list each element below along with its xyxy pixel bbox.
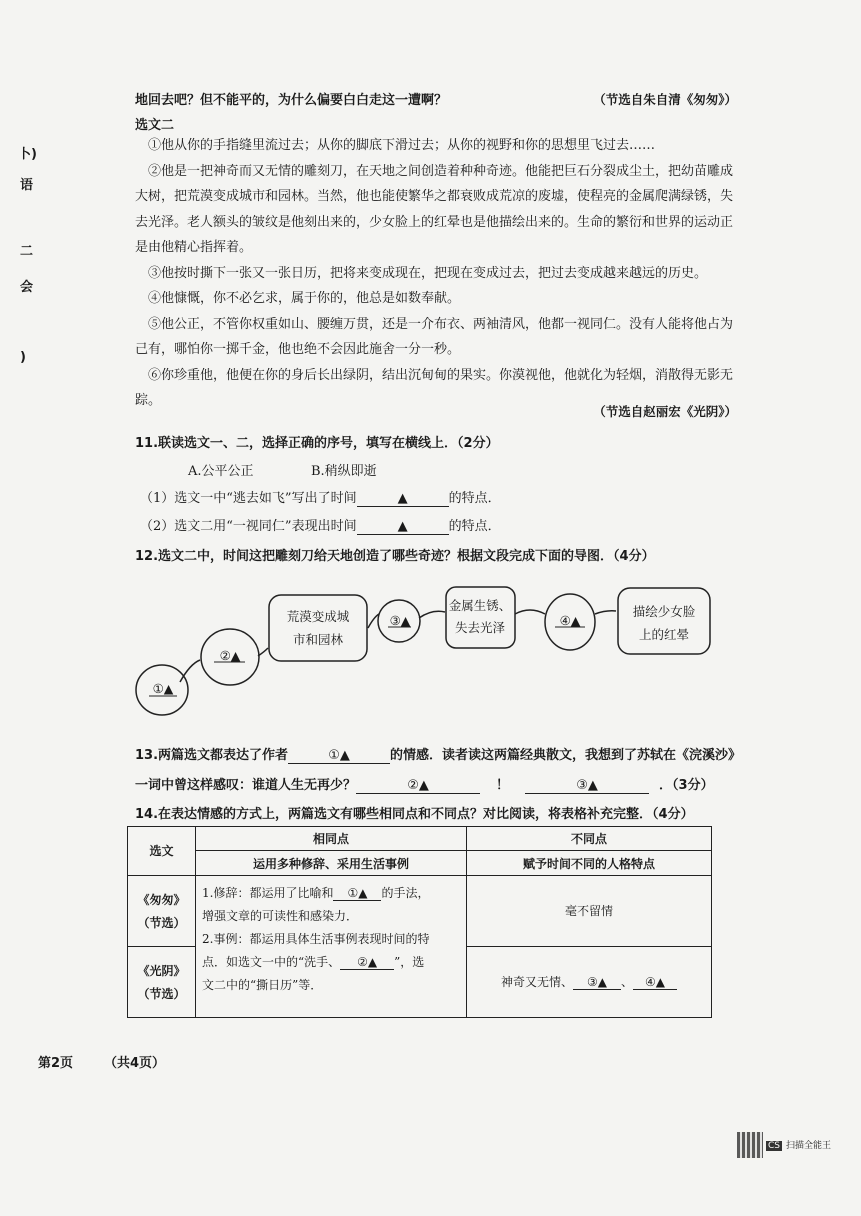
paragraph-6: ⑥你珍重他，他便在你的身后长出绿阴，结出沉甸甸的果实。你漠视他，他就化为轻烟，消散得无影无踪。 (135, 367, 734, 408)
q12-stem: 12.选文二中，时间这把雕刻刀给天地创造了哪些奇迹？根据文段完成下面的导图．（4分） (135, 549, 655, 564)
q14-blank-4[interactable]: ④▲ (633, 975, 677, 990)
q14-diff-text: 神奇又无情、 (500, 975, 573, 990)
q14-row-1-name (128, 875, 196, 946)
q14-same-line-4 (202, 951, 460, 974)
q14-subheader-diff: 赋予时间不同的人格特点 (467, 851, 712, 875)
q13-text-2: 的情感．读者读这两篇经典散文，我想到了苏轼在《浣溪沙》 (390, 748, 742, 763)
paragraph-2: ②他是一把神奇而又无情的雕刻刀，在天地之间创造着种种奇迹。他能把巨石分裂成尘土，把幼苗雕成大树，把荒漠变成城市和园林。当然，他也能使繁华之都衰败成荒凉的废墟，使程亮的金属爬满绿锈，失去光泽。老人额头的皱纹是他刻出来的，少女脸上的红晕也是他描绘出来的。生命的繁衍和世界的运动正是由他精心指挥着。 (135, 163, 734, 255)
q13-line-2 (135, 774, 714, 794)
passage1-last-line: 地回去吧？但不能平的，为什么偏要白白走这一遭啊？ (135, 93, 448, 108)
map-node-2-label: ②▲ (219, 648, 241, 663)
q11-option-b: B.稍纵即逝 (311, 464, 377, 479)
q13-score: ．（3分） (659, 778, 714, 793)
map-node-6-label: ④▲ (559, 613, 581, 628)
q14-same-text-4: ”，选 (394, 954, 425, 969)
q14-same-line-5: 文二中的“撕日历”等． (202, 977, 323, 992)
q14-row-1-note: （节选） (137, 915, 186, 930)
q11-item-1-text: （1）选文一中“逃去如飞”写出了时间 (140, 491, 357, 506)
q14-same-text-2: 的手法， (381, 885, 430, 900)
q14-blank-2[interactable]: ②▲ (340, 955, 394, 970)
footer-page-total: （共4页） (104, 1056, 166, 1071)
q14-same-cell (196, 875, 467, 1017)
q14-diff-cell-2 (467, 946, 712, 1017)
q13-line-1 (135, 744, 741, 764)
q13-separator: ！ (496, 778, 510, 793)
section-title: 选文二 (135, 118, 175, 133)
margin-fragment: 卜) (18, 147, 37, 162)
q14-row-2-title: 《光阴》 (137, 963, 186, 978)
q13-text-3: 一词中曾这样感叹：谁道人生无再少？ (135, 778, 357, 793)
paragraph-1: ①他从你的手指缝里流过去；从你的脚底下滑过去；从你的视野和你的思想里飞过去…… (148, 138, 656, 153)
q14-stem: 14.在表达情感的方式上，两篇选文有哪些相同点和不同点？对比阅读，将表格补充完整．（4分） (135, 807, 694, 822)
q14-same-text-3: 点．如选文一中的“洗手、 (202, 954, 341, 969)
map-node-7 (618, 588, 710, 654)
map-node-3-label-1: 荒漠变成城 (286, 609, 350, 624)
q14-row-2-name (128, 946, 196, 1017)
q11-blank-2[interactable]: ▲ (357, 520, 449, 535)
map-node-1-label: ①▲ (152, 681, 174, 696)
q14-same-line-1 (202, 882, 460, 905)
q11-item-2-text: （2）选文二用“一视同仁”表现出时间 (140, 519, 357, 534)
map-node-5-label-2: 失去光泽 (454, 620, 506, 635)
q14-row-2-note: （节选） (137, 986, 186, 1001)
q14-diff-separator: 、 (621, 975, 634, 990)
q14-subheader-same: 运用多种修辞、采用生活事例 (196, 851, 467, 875)
margin-fragment: 语 (20, 178, 34, 193)
q13-text-1: 13.两篇选文都表达了作者 (135, 748, 289, 763)
map-node-7-label-2: 上的红晕 (638, 627, 690, 642)
margin-fragment: 二 (20, 244, 34, 259)
source-note-1: （节选自朱自清《匆匆》） (593, 92, 737, 107)
q13-blank-2[interactable]: ②▲ (356, 779, 480, 794)
source-note-2: （节选自赵丽宏《光阴》） (593, 404, 737, 419)
paragraph-3: ③他按时撕下一张又一张日历，把将来变成现在，把现在变成过去，把过去变成越来越远的历史。 (148, 265, 708, 281)
q14-same-text-1: 1.修辞：都运用了比喻和 (202, 885, 334, 900)
q14-header-same: 相同点 (196, 827, 467, 851)
scanner-watermark (766, 1138, 835, 1151)
map-node-5 (446, 587, 515, 648)
q13-blank-3[interactable]: ③▲ (525, 779, 649, 794)
qr-code-icon (737, 1132, 763, 1158)
map-node-4-label: ③▲ (389, 613, 411, 628)
q14-same-line-3: 2.事例：都运用具体生活事例表现时间的特 (202, 931, 430, 946)
paragraph-4: ④他慷慨，你不必乞求，属于你的，他总是如数奉献。 (148, 291, 461, 306)
q11-option-a: A.公平公正 (188, 464, 254, 479)
paragraph-5: ⑤他公正，不管你权重如山、腰缠万贯，还是一介布衣、两袖清风，他都一视同仁。没有人能将他占为己有，哪怕你一掷千金，他也绝不会因此施舍一分一秒。 (135, 316, 734, 357)
margin-fragment: 会 (20, 280, 34, 295)
q11-blank-1[interactable]: ▲ (357, 492, 449, 507)
q11-stem: 11.联读选文一、二，选择正确的序号，填写在横线上．（2分） (135, 436, 499, 451)
q14-blank-1[interactable]: ①▲ (333, 886, 381, 901)
q14-diff-cell-1: 毫不留情 (467, 875, 712, 946)
q14-blank-3[interactable]: ③▲ (573, 975, 621, 990)
scanner-badge: CS (768, 1141, 780, 1151)
q14-header-text: 选文 (128, 827, 196, 876)
q13-blank-1[interactable]: ①▲ (288, 749, 390, 764)
map-node-7-label-1: 描绘少女脸 (632, 604, 696, 619)
q14-table (127, 826, 712, 1018)
q14-header-diff: 不同点 (467, 827, 712, 851)
margin-fragment: ) (20, 350, 26, 365)
q11-item-2-end: 的特点． (448, 519, 501, 534)
q14-same-line-2: 增强文章的可读性和感染力． (202, 908, 359, 923)
map-node-3-label-2: 市和园林 (292, 632, 344, 647)
footer-page-number: 第2页 (38, 1056, 74, 1071)
map-node-5-label-1: 金属生锈、 (448, 598, 512, 613)
q14-row-1-title: 《匆匆》 (137, 892, 186, 907)
map-node-3 (269, 595, 367, 661)
scanner-label: 扫描全能王 (786, 1141, 832, 1151)
q11-item-1-end: 的特点． (448, 491, 501, 506)
